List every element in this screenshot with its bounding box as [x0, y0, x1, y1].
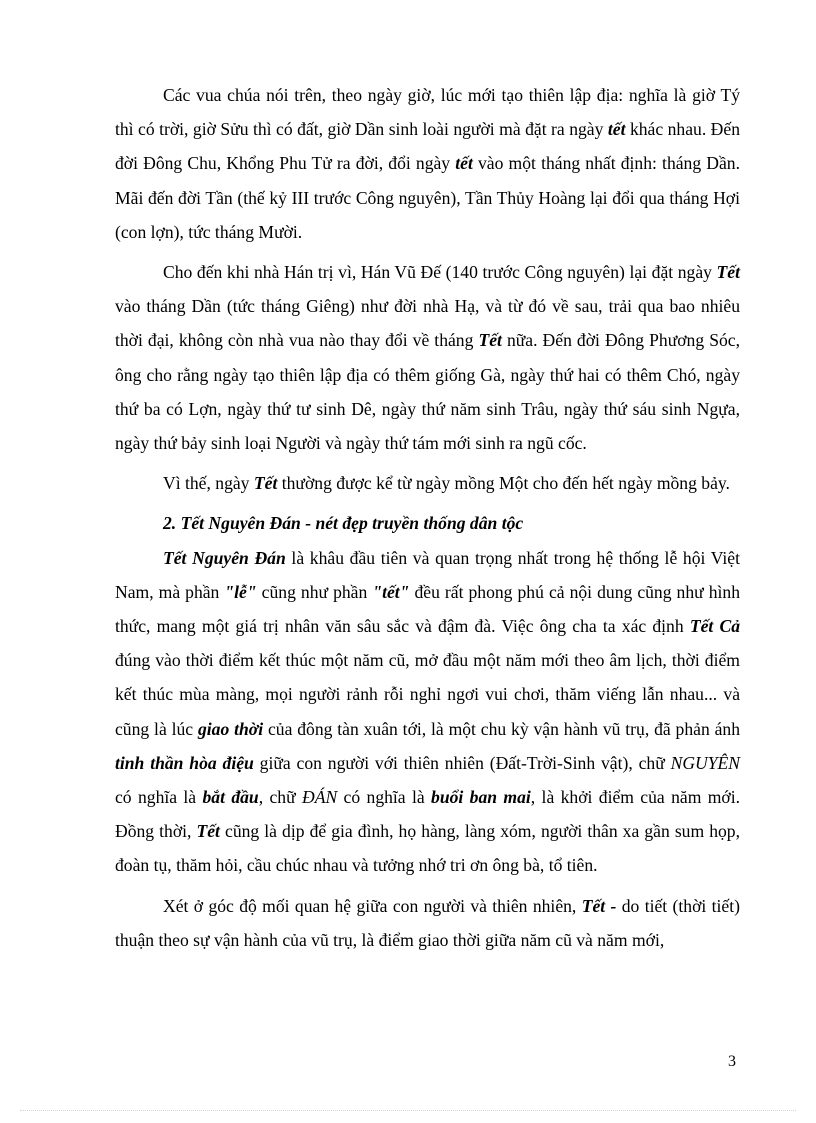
text-run: nữa. Đến đời Đông Phương Sóc, ông cho rằng ngày tạo thiên lập địa có thêm giống Gà, ngày thứ hai có thêm Chó, ngày thứ ba có Lợn, ngày thứ tư sinh Dê, ngày thứ năm sinh Trâu, ngày thứ sáu sinh Ngựa, ngày thứ bảy sinh loại Người và ngày thứ tám mới sinh ra ngũ cốc. [115, 330, 740, 454]
text-run: có nghĩa là [115, 787, 203, 808]
text-run: khác nhau. Đến đời Đông Chu, Khổng Phu Tử ra đời, đổi ngày [115, 119, 740, 174]
emphasis: Tết - [581, 895, 617, 916]
emphasis: giao thời [197, 718, 264, 739]
italic-term: NGUYÊN [670, 752, 741, 773]
text-run: Vì thế, ngày [163, 473, 254, 494]
text-run: Xét ở góc độ mối quan hệ giữa con người và thiên nhiên, [163, 895, 582, 916]
text-run: Cho đến khi nhà Hán trị vì, Hán Vũ Đế (140 trước Công nguyên) lại đặt ngày [163, 262, 717, 283]
emphasis: Tết [253, 473, 278, 494]
emphasis: Tết [196, 821, 220, 842]
emphasis: "lễ" [224, 581, 257, 602]
text-run: , là khởi điểm của năm mới. Đồng thời, [115, 787, 741, 842]
body-text [115, 78, 740, 957]
emphasis: Tết [716, 262, 740, 283]
paragraph-5 [115, 889, 740, 957]
paragraph-3 [115, 466, 740, 500]
text-run: đều rất phong phú cả nội dung cũng như hình thức, mang một giá trị nhân văn sâu sắc và đậm đà. Việc ông cha ta xác định [115, 581, 741, 637]
text-run: cũng là dịp để gia đình, họ hàng, làng xóm, người thân xa gần sum họp, đoàn tụ, thăm hỏi, cầu chúc nhau và tưởng nhớ tri ơn ông bà, tổ tiên. [115, 821, 740, 876]
text-run: , chữ [258, 787, 302, 808]
emphasis: tinh thần hòa điệu [115, 752, 254, 773]
text-run: do tiết (thời tiết) thuận theo sự vận hành của vũ trụ, là điểm giao thời giữa năm cũ và năm mới, [115, 895, 740, 950]
emphasis: Tết Nguyên Đán [163, 547, 286, 568]
italic-term: ĐÁN [302, 787, 338, 808]
emphasis: "tết" [372, 581, 410, 602]
text-run: Các vua chúa nói trên, theo ngày giờ, lúc mới tạo thiên lập địa: nghĩa là giờ Tý thì có trời, giờ Sửu thì có đất, giờ Dần sinh loài người mà đặt ra ngày [115, 85, 740, 140]
text-run: vào tháng Dần (tức tháng Giêng) như đời nhà Hạ, và từ đó về sau, trải qua bao nhiêu thời đại, không còn nhà vua nào thay đổi về tháng [115, 296, 740, 351]
text-run: của đông tàn xuân tới, là một chu kỳ vận hành vũ trụ, đã phản ánh [263, 718, 740, 739]
text-run: có nghĩa là [337, 787, 432, 808]
text-run: vào một tháng nhất định: tháng Dần. Mãi đến đời Tần (thế kỷ III trước Công nguyên), Tần Thủy Hoàng lại đổi qua tháng Hợi (con lợn), tức tháng Mười. [115, 153, 741, 242]
text-run: là khâu đầu tiên và quan trọng nhất trong hệ thống lễ hội Việt Nam, mà phần [115, 547, 740, 602]
emphasis: tết [607, 119, 626, 140]
emphasis: Tết [478, 330, 502, 351]
text-run: đúng vào thời điểm kết thúc một năm cũ, mở đầu một năm mới theo âm lịch, thời điểm kết thúc mùa màng, mọi người rảnh rỗi nghỉ ngơi vui chơi, thăm viếng lẫn nhau... và cũng là lúc [115, 650, 740, 739]
paragraph-1 [115, 78, 740, 249]
text-run: giữa con người với thiên nhiên (Đất-Trời-Sinh vật), chữ [253, 752, 671, 773]
emphasis: Tết Cả [689, 616, 741, 637]
emphasis: buổi ban mai [431, 787, 531, 808]
paragraph-4 [115, 541, 740, 883]
text-run: thường được kể từ ngày mồng Một cho đến hết ngày mồng bảy. [277, 473, 730, 494]
emphasis: tết [455, 153, 473, 174]
page-number: 3 [728, 1053, 736, 1070]
text-run: cũng như phần [256, 581, 373, 602]
section-heading: 2. Tết Nguyên Đán - nét đẹp truyền thống dân tộc [163, 513, 524, 534]
emphasis: bắt đầu [202, 787, 259, 808]
page-bottom-divider [20, 1110, 796, 1111]
paragraph-2 [115, 255, 740, 460]
